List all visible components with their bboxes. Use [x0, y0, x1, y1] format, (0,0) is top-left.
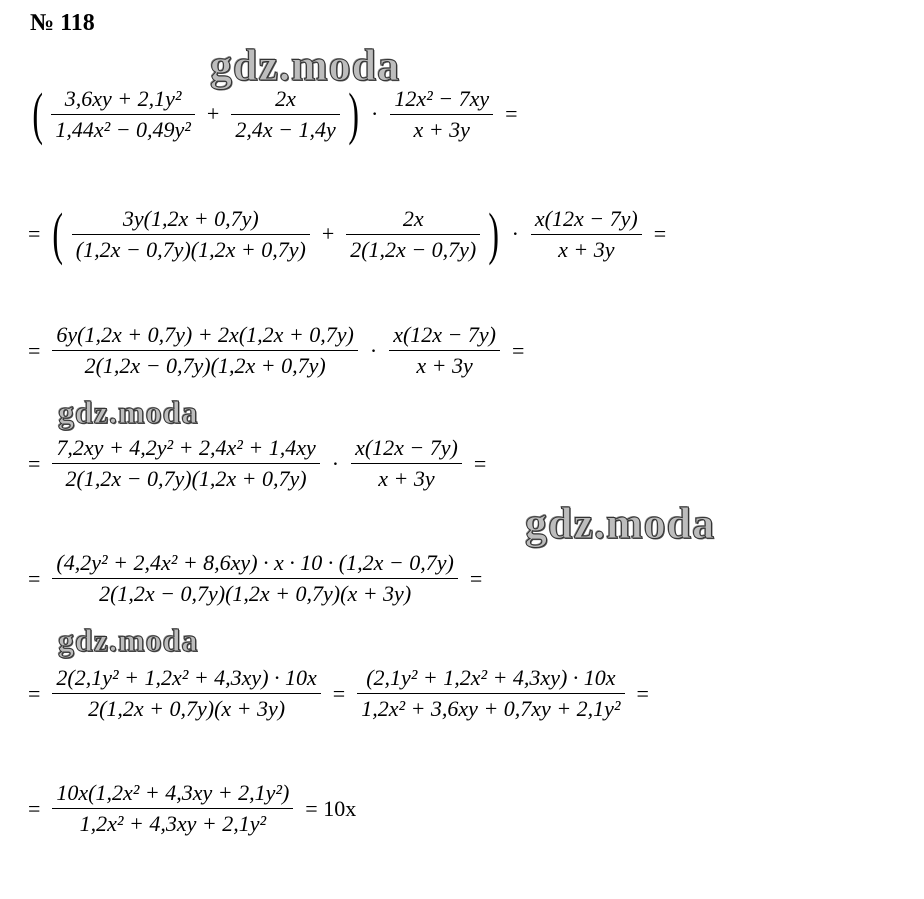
- fraction: [52, 550, 457, 607]
- fraction: [357, 665, 624, 722]
- fraction: [51, 86, 195, 143]
- operator: +: [206, 101, 220, 126]
- operator: =: [636, 680, 649, 706]
- operator: =: [473, 450, 487, 476]
- numerator: 7,2xy + 4,2y² + 2,4x² + 1,4xy: [56, 435, 316, 460]
- fraction: [351, 435, 462, 492]
- fraction: [72, 206, 310, 263]
- equation-line-7: [28, 780, 364, 837]
- fraction: [52, 435, 319, 492]
- numerator: 10x(1,2x² + 4,3xy + 2,1y²): [56, 780, 290, 805]
- equation-line-3: [28, 322, 532, 379]
- fraction: [346, 206, 480, 263]
- numerator: x(12x − 7y): [355, 435, 458, 460]
- operator: =: [28, 450, 41, 476]
- fraction: [389, 322, 500, 379]
- fraction: [52, 780, 293, 837]
- denominator: 2(1,2x − 0,7y)(1,2x + 0,7y): [65, 466, 307, 491]
- denominator: 1,44x² − 0,49y²: [55, 116, 191, 142]
- fraction: [390, 86, 493, 143]
- denominator: 2(1,2x − 0,7y): [350, 236, 477, 262]
- operator: =: [28, 680, 41, 706]
- watermark: gdz.moda: [58, 394, 199, 430]
- operator: =: [653, 221, 667, 246]
- denominator: 2(1,2x − 0,7y)(1,2x + 0,7y)(x + 3y): [99, 581, 412, 606]
- final-result: = 10x: [305, 795, 357, 821]
- operator: =: [511, 337, 525, 363]
- denominator: x + 3y: [413, 116, 470, 142]
- equation-line-6: [28, 665, 657, 722]
- operator: =: [469, 565, 483, 591]
- denominator: x + 3y: [378, 466, 435, 491]
- operator: =: [332, 680, 346, 706]
- problem-number: № 118: [30, 10, 95, 36]
- watermark: gdz.moda: [58, 622, 199, 658]
- operator: =: [28, 565, 41, 591]
- watermark: gdz.moda: [210, 41, 401, 90]
- right-paren: ): [488, 201, 500, 266]
- denominator: 2(1,2x − 0,7y)(1,2x + 0,7y): [84, 353, 326, 378]
- denominator: 1,2x² + 3,6xy + 0,7xy + 2,1y²: [361, 696, 621, 721]
- numerator: x(12x − 7y): [393, 322, 496, 347]
- equation-line-5: [28, 550, 490, 607]
- fraction: [231, 86, 339, 143]
- denominator: 2(1,2x + 0,7y)(x + 3y): [88, 696, 286, 721]
- left-paren: (: [52, 201, 64, 266]
- operator: =: [28, 795, 41, 821]
- fraction: [531, 206, 642, 263]
- numerator: (2,1y² + 1,2x² + 4,3xy) · 10x: [366, 665, 616, 690]
- denominator: 2,4x − 1,4y: [235, 116, 336, 142]
- operator: +: [321, 221, 335, 246]
- denominator: x + 3y: [558, 236, 615, 262]
- equation-line-1: [28, 81, 526, 146]
- operator: ·: [371, 101, 379, 126]
- operator: ·: [369, 337, 378, 363]
- watermark: gdz.moda: [525, 499, 716, 548]
- operator: =: [505, 101, 518, 126]
- numerator: 2x: [275, 85, 296, 111]
- denominator: (1,2x − 0,7y)(1,2x + 0,7y): [75, 236, 306, 262]
- numerator: 3y(1,2x + 0,7y): [122, 205, 259, 231]
- numerator: 2x: [402, 205, 424, 231]
- fraction: [52, 322, 357, 379]
- numerator: x(12x − 7y): [534, 205, 638, 231]
- right-paren: ): [348, 81, 359, 146]
- denominator: x + 3y: [416, 353, 473, 378]
- equation-line-4: [28, 435, 494, 492]
- left-paren: (: [32, 81, 43, 146]
- operator: ·: [511, 221, 519, 246]
- numerator: 12x² − 7xy: [394, 85, 490, 111]
- numerator: 6y(1,2x + 0,7y) + 2x(1,2x + 0,7y): [56, 322, 354, 347]
- operator: ·: [331, 450, 340, 476]
- denominator: 1,2x² + 4,3xy + 2,1y²: [79, 811, 267, 836]
- operator: =: [28, 221, 41, 246]
- operator: =: [28, 337, 41, 363]
- equation-line-2: [28, 201, 674, 266]
- fraction: [52, 665, 320, 722]
- numerator: (4,2y² + 2,4x² + 8,6xy) · x · 10 · (1,2x − 0,7y): [56, 550, 454, 575]
- numerator: 3,6xy + 2,1y²: [64, 85, 182, 111]
- numerator: 2(2,1y² + 1,2x² + 4,3xy) · 10x: [56, 665, 317, 690]
